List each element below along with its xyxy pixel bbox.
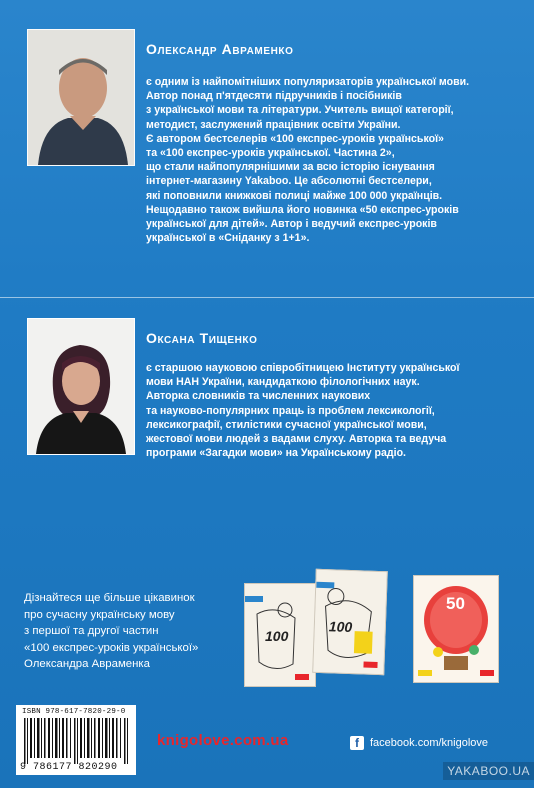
- bio-line: жестової мови людей з вадами слуху. Авторка та ведуча: [146, 433, 447, 446]
- author2-bio: [146, 361, 460, 460]
- isbn-barcode: [16, 705, 136, 775]
- bio-line: української для дітей». Автор і ведучий експрес-уроків: [146, 218, 437, 231]
- book-cover-2: [312, 569, 388, 675]
- book3-number: 50: [446, 594, 465, 613]
- bio-line: які поповнили книжкові полиці майже 100 000 українців.: [146, 189, 443, 202]
- promo-line: з першої та другої частин: [24, 625, 159, 637]
- isbn-label: ISBN 978-617-7820-29-0: [22, 708, 126, 716]
- facebook-link: [350, 736, 488, 750]
- publisher-website: knigolove.com.ua: [157, 732, 289, 749]
- bio-line: є старшою науковою співробітницею Інституту української: [146, 362, 460, 374]
- bio-line: з української мови та літератури. Учитель вищої категорії,: [146, 104, 454, 117]
- bio-line: методист, заслужений працівник освіти України.: [146, 118, 401, 131]
- author2-photo: [27, 318, 135, 455]
- bio-line: та «100 експрес-уроків української. Частина 2»,: [146, 147, 395, 160]
- section-divider: [0, 297, 534, 298]
- promo-line: «100 експрес-уроків української»: [24, 641, 199, 654]
- bio-line: є одним із найпомітніших популяризаторів української мови.: [146, 76, 470, 88]
- bio-line: програми «Загадки мови» на Українському радіо.: [146, 447, 406, 460]
- barcode-bars: [22, 718, 132, 764]
- bio-line: мови НАН України, кандидаткою філологічних наук.: [146, 376, 420, 389]
- bio-line: лексикографії, стилістики сучасної української мови,: [146, 418, 427, 431]
- isbn-digits: 9 786177 820290: [20, 762, 118, 773]
- facebook-icon: f: [350, 736, 364, 750]
- bio-line: Авторка словників та численних наукових: [146, 390, 371, 403]
- bio-line: інтернет-магазину Yakaboo. Це абсолютні бестселери,: [146, 175, 432, 188]
- author1-bio: [146, 75, 469, 245]
- author1-photo: [27, 29, 135, 166]
- bio-line: Автор понад п'ятдесяти підручників і посібників: [146, 90, 402, 103]
- promo-line: Олександра Авраменка: [24, 658, 150, 670]
- bio-line: що стали найпопулярнішими за всю історію існування: [146, 161, 435, 174]
- book-cover-1: [244, 583, 316, 687]
- bio-line: Є автором бестселерів «100 експрес-уроків української»: [146, 132, 444, 145]
- bio-line: Нещодавно також вийшла його новинка «50 експрес-уроків: [146, 203, 459, 216]
- book1-number: 100: [265, 628, 289, 644]
- facebook-url: facebook.com/knigolove: [370, 737, 489, 749]
- author1-portrait: [28, 30, 134, 165]
- book2-number: 100: [328, 618, 353, 636]
- book-illustration-3: [414, 576, 498, 682]
- promo-line: Дізнайтеся ще більше цікавинок: [24, 592, 195, 604]
- watermark: YAKABOO.UA: [443, 762, 534, 780]
- promo-text: [24, 590, 198, 673]
- promo-line: про сучасну українську мову: [24, 608, 175, 621]
- book-cover-3: [413, 575, 499, 683]
- bio-line: української в «Сніданку з 1+1».: [146, 232, 310, 245]
- author2-name: Оксана Тищенко: [146, 330, 258, 346]
- author1-name: Олександр Авраменко: [146, 41, 294, 57]
- bio-line: та науково-популярних праць із проблем лексикології,: [146, 404, 435, 417]
- author2-portrait: [28, 319, 134, 454]
